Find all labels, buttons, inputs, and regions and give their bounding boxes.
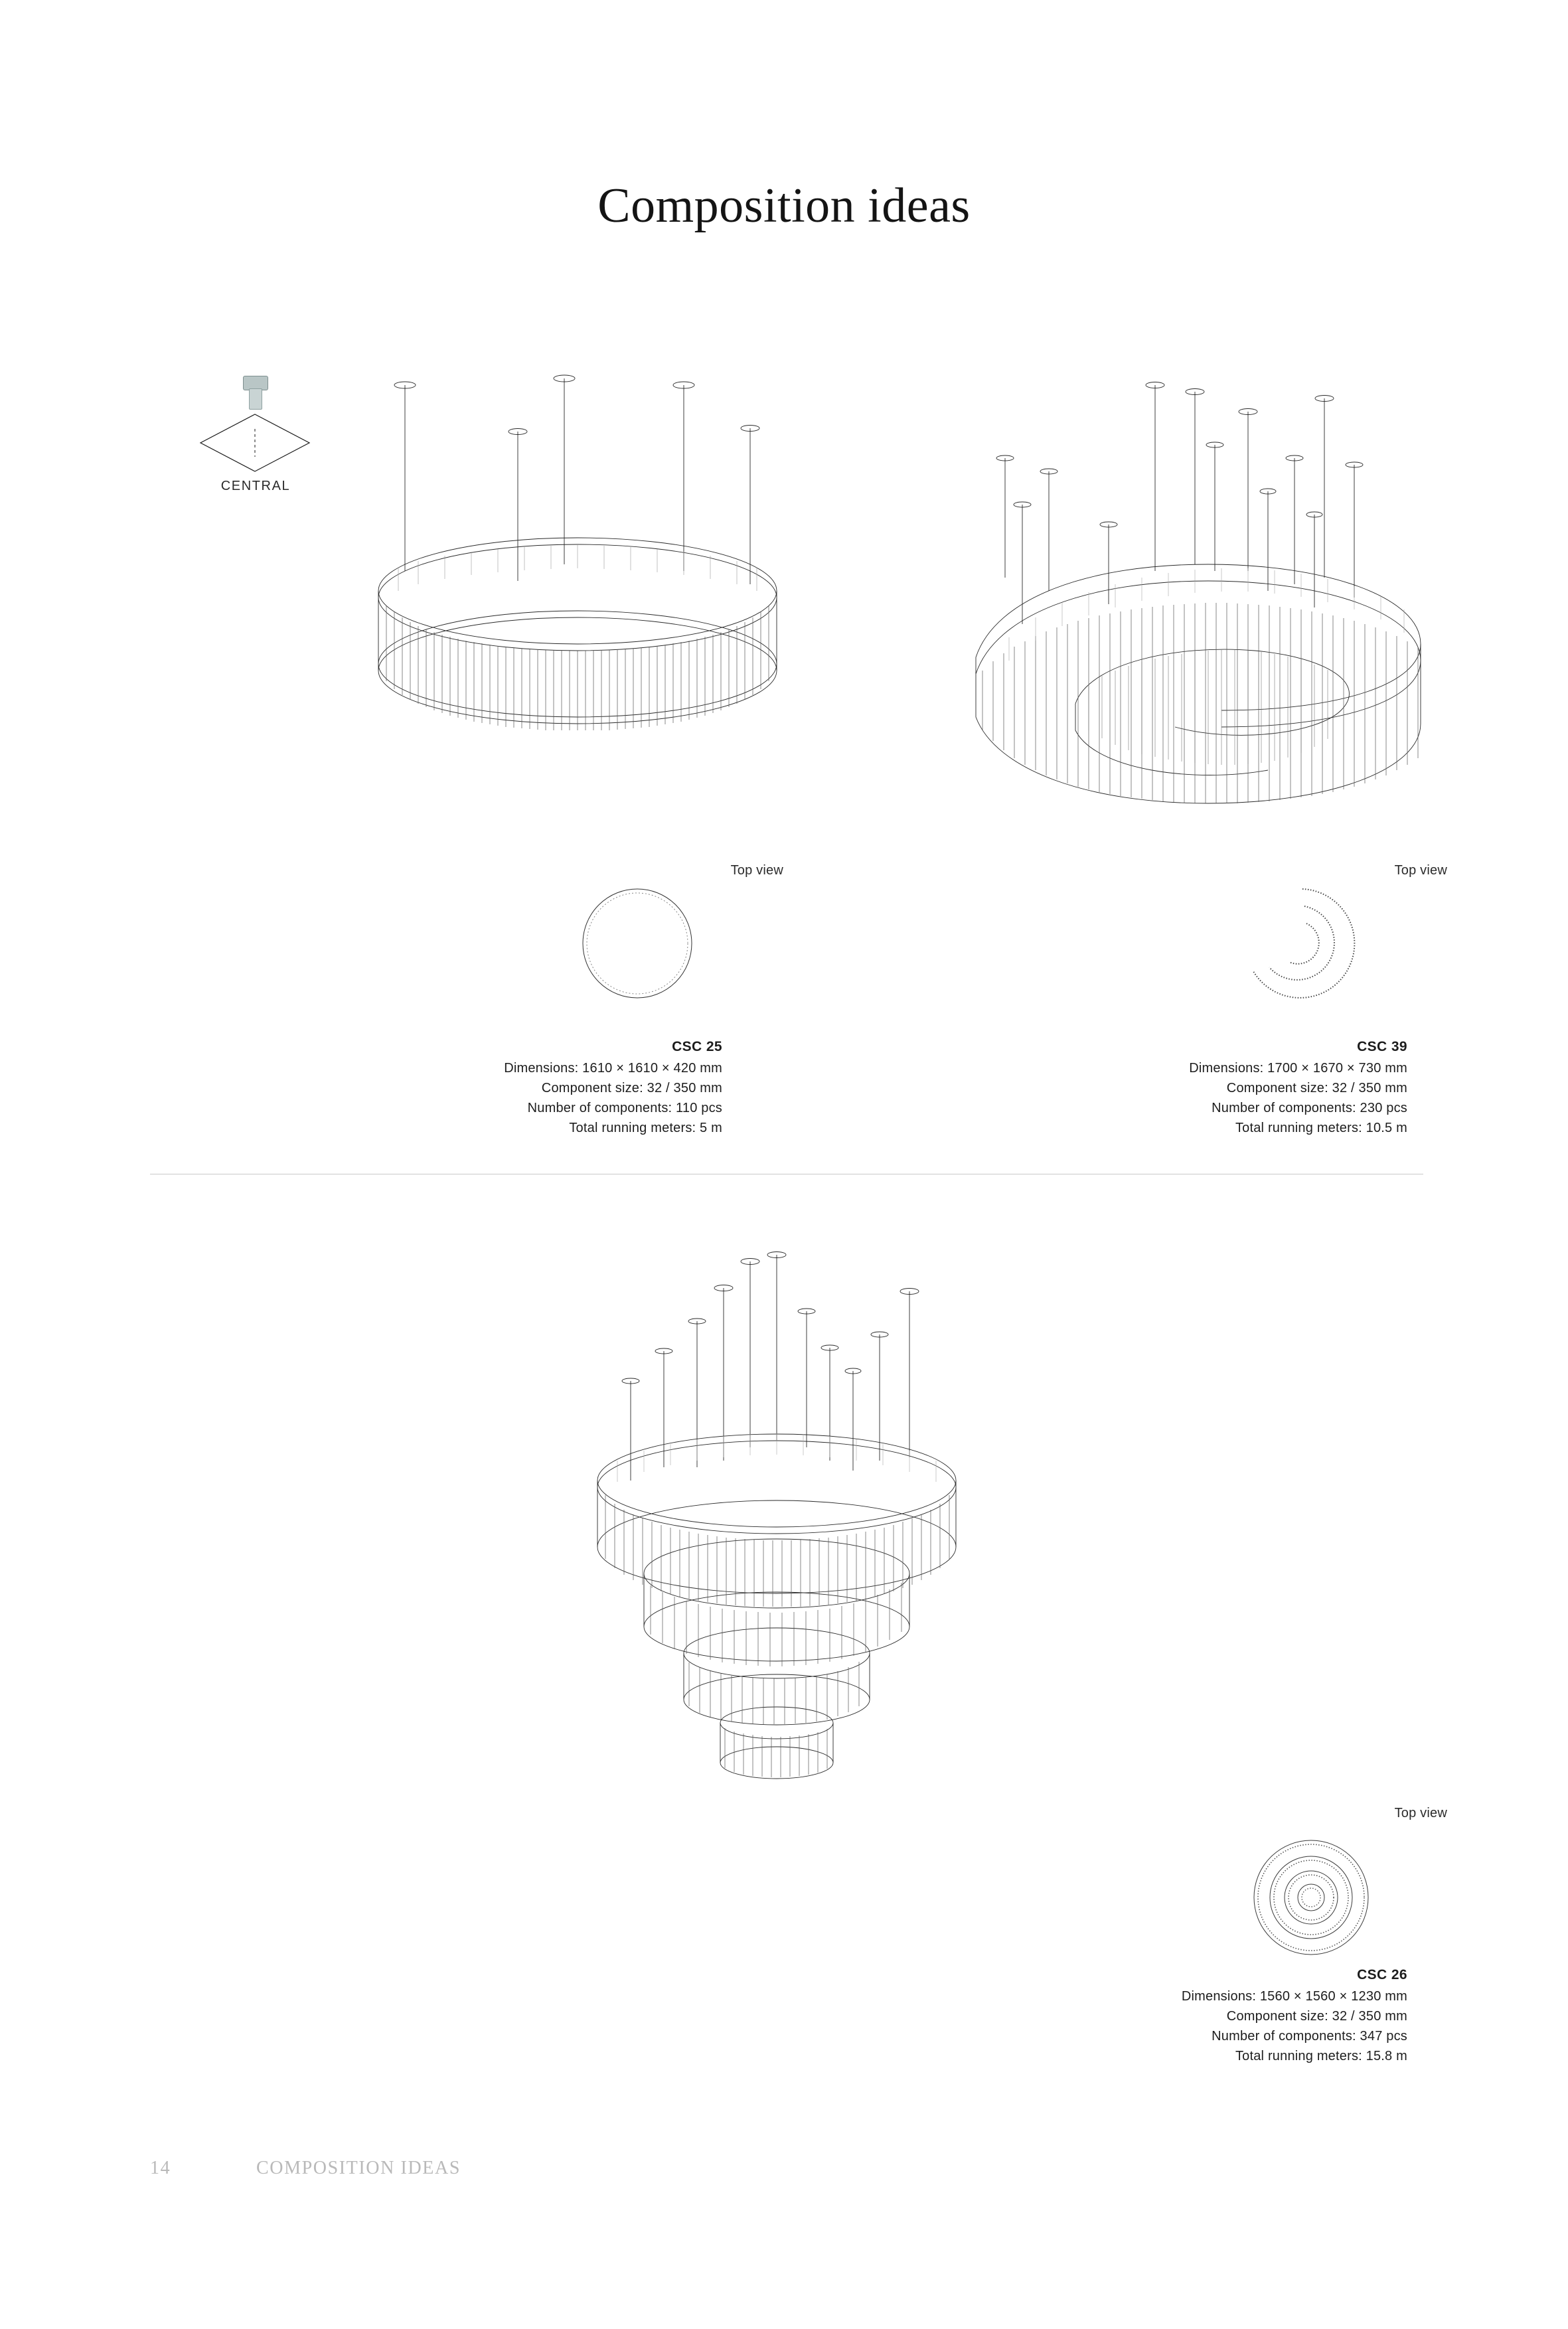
spec-line: Component size: 32 / 350 mm	[1226, 1081, 1407, 1095]
central-label: CENTRAL	[220, 479, 291, 493]
footer-page-number: 14	[150, 2158, 171, 2178]
central-mount-marker	[186, 376, 325, 528]
pendant-lamp-icon	[243, 376, 267, 410]
spec-line: Number of components: 110 pcs	[527, 1101, 722, 1115]
figure-csc-26	[544, 1248, 1022, 1952]
page-title: Composition ideas	[597, 179, 971, 233]
spec-line: Total running meters: 10.5 m	[1235, 1121, 1407, 1135]
csc-26-topview-drawing	[1168, 1828, 1447, 1974]
topview-label-csc-39: Top view	[1394, 863, 1447, 878]
figure-csc-25	[312, 372, 803, 850]
spec-line: Dimensions: 1610 × 1610 × 420 mm	[504, 1061, 722, 1076]
spec-line: Total running meters: 5 m	[569, 1121, 722, 1135]
spec-line: Total running meters: 15.8 m	[1235, 2049, 1407, 2063]
spec-line: Number of components: 347 pcs	[1212, 2029, 1407, 2044]
spec-csc-39	[1062, 1037, 1407, 1138]
spec-line: Dimensions: 1560 × 1560 × 1230 mm	[1181, 1989, 1407, 2004]
spec-csc-26	[1036, 1965, 1407, 2066]
figure-csc-39-topview	[1168, 863, 1447, 996]
spec-line: Component size: 32 / 350 mm	[1226, 2009, 1407, 2024]
footer-section-title: COMPOSITION IDEAS	[256, 2158, 461, 2178]
spec-line: Component size: 32 / 350 mm	[541, 1081, 722, 1095]
topview-label-csc-26: Top view	[1394, 1806, 1447, 1820]
csc-26-drawing	[544, 1248, 1022, 1952]
topview-label-csc-25: Top view	[730, 863, 783, 878]
csc-25-drawing	[312, 372, 803, 850]
figure-csc-39	[956, 372, 1460, 850]
product-code-csc-25: CSC 25	[672, 1039, 722, 1054]
product-code-csc-39: CSC 39	[1357, 1039, 1407, 1054]
product-code-csc-26: CSC 26	[1357, 1967, 1407, 1982]
spec-line: Number of components: 230 pcs	[1212, 1101, 1407, 1115]
lamp-body-shape	[249, 388, 262, 410]
csc-25-topview-drawing	[505, 884, 783, 1010]
figure-csc-26-topview	[1168, 1806, 1447, 1959]
diamond-outline-icon	[199, 413, 311, 473]
page-footer	[150, 2158, 461, 2179]
figure-csc-25-topview	[505, 863, 783, 996]
csc-39-drawing	[956, 372, 1460, 850]
spec-csc-25	[425, 1037, 722, 1138]
spec-line: Dimensions: 1700 × 1670 × 730 mm	[1189, 1061, 1407, 1076]
csc-39-topview-drawing	[1168, 884, 1447, 1010]
